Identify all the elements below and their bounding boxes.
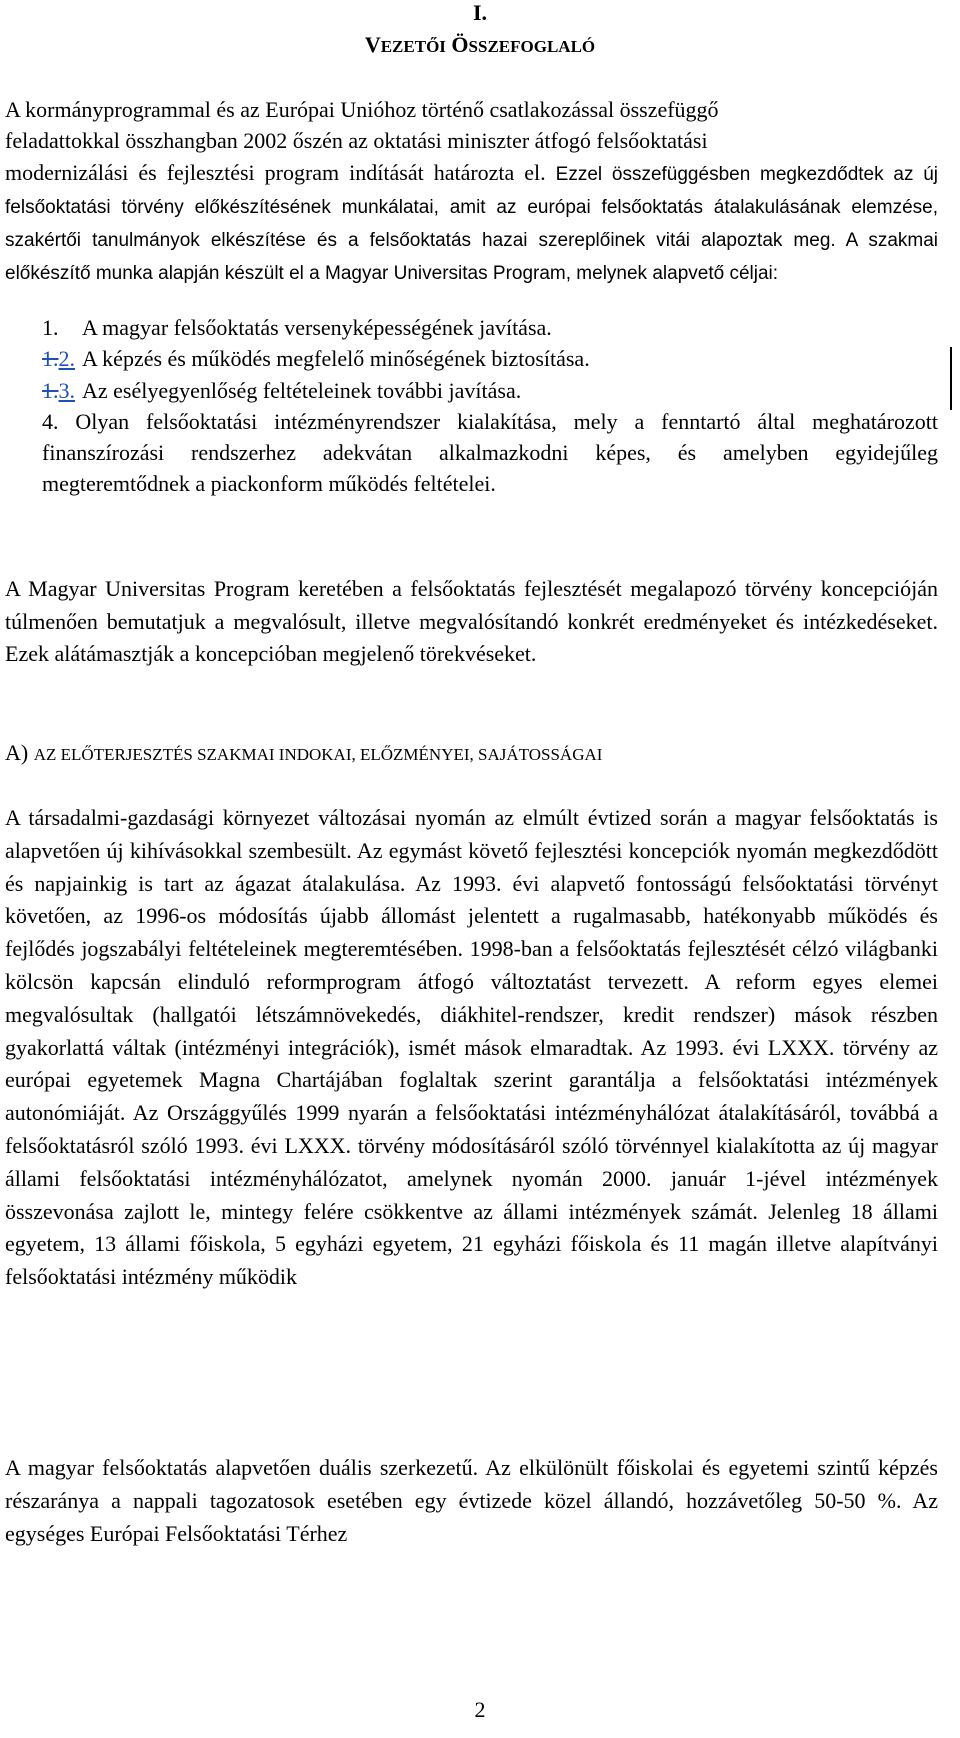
section-prefix: A) xyxy=(5,740,34,765)
section-title: AZ ELŐTERJESZTÉS SZAKMAI INDOKAI, ELŐZMÉNYEI, SAJÁTOSSÁGAI xyxy=(33,745,603,764)
revision-change-bar xyxy=(950,347,952,410)
chapter-title-text: VEZETŐI ÖSSZEFOGLALÓ xyxy=(364,32,596,57)
goal-text: Olyan felsőoktatási intézményrendszer kialakítása, mely a fenntartó által meghatározott finanszírozási rendszerhez adekvátan alkalmazkodni képes, és amelyben egyidejűleg megteremtődnek a piackonform működés feltételei. xyxy=(42,408,938,497)
page-number: 2 xyxy=(474,1697,486,1722)
summary-paragraph xyxy=(5,94,938,290)
section-heading xyxy=(5,738,602,770)
summary-line-2: feladattokkal összhangban 2002 őszén az oktatási miniszter átfogó felsőoktatási xyxy=(5,128,708,154)
chapter-title xyxy=(0,30,960,62)
program-paragraph: A Magyar Universitas Program keretében a felsőoktatás fejlesztését megalapozó törvény koncepcióján túlmenően bemutatjuk a megvalósult, illetve megvalósítandó konkrét eredményeket és intézkedéseket. Ezek alátámasztják a koncepcióban megjelenő törekvéseket. xyxy=(5,576,938,666)
goal-number-tracked xyxy=(5,343,82,374)
goal-item-3 xyxy=(5,375,938,406)
goal-number-tracked xyxy=(5,375,82,406)
summary-line-1: A kormányprogrammal és az Európai Unióhoz történő csatlakozással összefüggő xyxy=(5,97,719,122)
goal-number: 1. xyxy=(42,315,59,340)
deleted-number: 1. xyxy=(42,346,59,372)
goal-text: A képzés és működés megfelelő minőségének biztosítása. xyxy=(82,346,590,372)
dual-structure-paragraph: A magyar felsőoktatás alapvetően duális szerkezetű. Az elkülönült főiskolai és egyetemi szintű képzés részaránya a nappali tagozatosok esetében egy évtizede közel állandó, hozzávetőleg 50-50 %. Az egységes Európai Felsőoktatási Térhez xyxy=(5,1455,938,1546)
goal-item-1 xyxy=(5,312,938,343)
goal-text: Az esélyegyenlőség feltételeinek további javítása. xyxy=(82,377,522,403)
goal-item-4 xyxy=(5,406,938,500)
goals-list xyxy=(5,312,938,500)
goal-number: 4. xyxy=(42,408,59,434)
summary-line-3: modernizálási és fejlesztési program indítását határozta el. xyxy=(5,159,556,185)
inserted-number: 2. xyxy=(58,346,75,372)
chapter-number: I. xyxy=(472,0,488,25)
deleted-number: 1. xyxy=(42,377,59,403)
summary-sans-text: Ezzel összefüggésben megkezdődtek az új felsőoktatási törvény előkészítésének munkálatai, amit az európai felsőoktatás átalakulásának elemzése, szakértői tanulmányok elkészítése és a felsőoktatás hazai szereplőinek vitái alapoztak meg. A szakmai előkészítő munka alapján készült el a Magyar Universitas Program, melynek alapvető céljai: xyxy=(5,163,938,285)
inserted-number: 3. xyxy=(58,377,75,403)
background-paragraph: A társadalmi-gazdasági környezet változásai nyomán az elmúlt évtized során a magyar felsőoktatás is alapvetően új kihívásokkal szembesült. Az egymást követő fejlesztési koncepciók nyomán megkezdődött és napjainkig is tart az ágazat átalakulása. Az 1993. évi alapvető fontosságú felsőoktatási törvényt követően, az 1996-os módosítás újabb állomást jelentett a rugalmasabb, hatékonyabb működés és fejlődés jogszabályi feltételeinek megteremtésében. 1998-ban a felsőoktatás fejlesztését célzó világbanki kölcsön kapcsán elinduló reformprogram átfogó változtatást tervezett. A reform egyes elemei megvalósultak (hallgatói létszámnövekedés, diákhitel-rendszer, kredit rendszer) mások részben gyakorlattá váltak (intézményi integrációk), ismét mások elmaradtak. Az 1993. évi LXXX. törvény az európai egyetemek Magna Chartájában foglaltak szerint garantálja a felsőoktatási intézmények autonómiáját. Az Országgyűlés 1999 nyarán a felsőoktatási intézményhálózat átalakításáról, továbbá a felsőoktatásról szóló 1993. évi LXXX. törvény módosításáról szóló törvénnyel kialakította az új magyar állami felsőoktatási intézményhálózatot, amelynek nyomán 2000. január 1-jével intézmények összevonása zajlott le, mintegy felére csökkentve az állami intézmények számát. Jelenleg 18 állami egyetem, 13 állami főiskola, 5 egyházi egyetem, 21 egyházi főiskola és 11 magán illetve alapítványi felsőoktatási intézmény működik xyxy=(5,805,938,1290)
goal-text: A magyar felsőoktatás versenyképességének javítása. xyxy=(82,315,552,340)
goal-item-2 xyxy=(5,343,938,374)
